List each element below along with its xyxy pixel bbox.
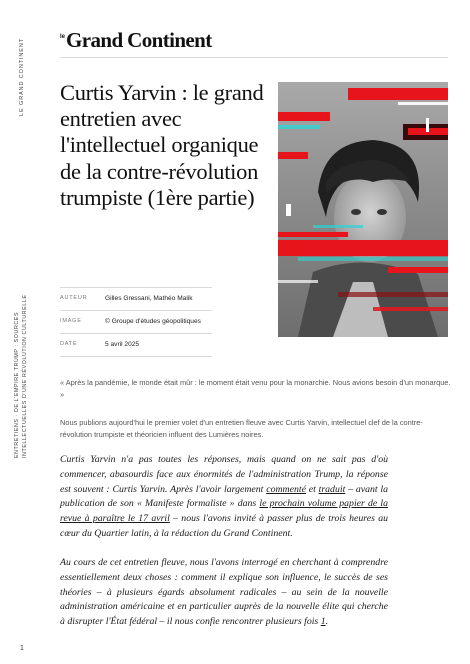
meta-value: 5 avril 2025 — [105, 341, 140, 348]
body-paragraph-2 — [60, 556, 388, 630]
intro-quote: « Après la pandémie, le monde était mûr : le moment était venu pour la monarchie. Nous avions besoin d'un monarque. » — [60, 378, 451, 399]
logo-prefix: le — [60, 34, 66, 40]
text-run: – nous l'avons invité à passer plus de trois heures au cœur du Quartier latin, à la rédaction du Grand Continent. — [60, 513, 388, 539]
footnote-link[interactable]: 1 — [320, 616, 326, 628]
meta-label: DATE — [60, 341, 78, 347]
text-run: Curtis Yarvin n'a pas toutes les réponses, mais quand on ne sait pas d'où commencer, abasourdis face aux énormités de l'administration Trump, la réponse est souvent : Curtis Yarvin. Après l'avoir largement — [60, 454, 388, 495]
glitch-portrait-illustration — [278, 82, 448, 337]
meta-row-image — [60, 310, 212, 333]
page-number: 1 — [20, 645, 24, 652]
logo[interactable] — [60, 28, 212, 53]
meta-value: © Groupe d'études géopolitiques — [105, 318, 201, 325]
meta-row-date — [60, 333, 212, 357]
body-paragraph-1 — [60, 453, 388, 542]
text-run: . — [325, 616, 329, 628]
text-run: – avant la publication de son « Manifeste formaliste » dans — [60, 483, 389, 510]
article-title: Curtis Yarvin : le grand entretien avec l'intellectuel organique de la contre-révolution trumpiste (1ère partie) — [60, 80, 264, 210]
commente-link[interactable]: commenté — [266, 483, 306, 495]
text-run: Au cours de cet entretien fleuve, nous l'avons interrogé en cherchant à comprendre essentiellement deux choses : comment il explique son influence, le succès de ses théories – à plusieurs égards absolument radicales – au sein de la nouvelle administration américaine et en particulier auprès de la nouvelle élite qui cherche à disrupter l'État fédéral – il nous confie rencontrer plusieurs fois — [60, 557, 388, 628]
text-run: et — [305, 483, 319, 495]
meta-value: Gilles Gressani, Mathéo Malik — [105, 295, 193, 302]
next-volume-link[interactable]: le prochain volume papier de la revue à paraître le 17 avril — [60, 498, 388, 525]
article-meta — [60, 287, 212, 357]
intro-text: Nous publions aujourd'hui le premier volet d'un entretien fleuve avec Curtis Yarvin, intellectuel clef de la contre-révolution trumpiste et théoricien influent des Lumières noires. — [60, 418, 423, 439]
side-footer: ENTRETIENS · DE L'EMPIRE TRUMP : SOURCES INTELLECTUELLES D'UNE RÉVOLUTION CULTURELLE — [14, 294, 28, 458]
logo-name: Grand Continent — [66, 28, 212, 52]
meta-row-author — [60, 287, 212, 310]
side-header: LE GRAND CONTINENT — [19, 38, 25, 116]
meta-label: IMAGE — [60, 318, 82, 324]
meta-label: AUTEUR — [60, 295, 88, 301]
traduit-link[interactable]: traduit — [318, 483, 346, 495]
hero-image — [278, 82, 448, 337]
header-divider — [60, 57, 448, 58]
